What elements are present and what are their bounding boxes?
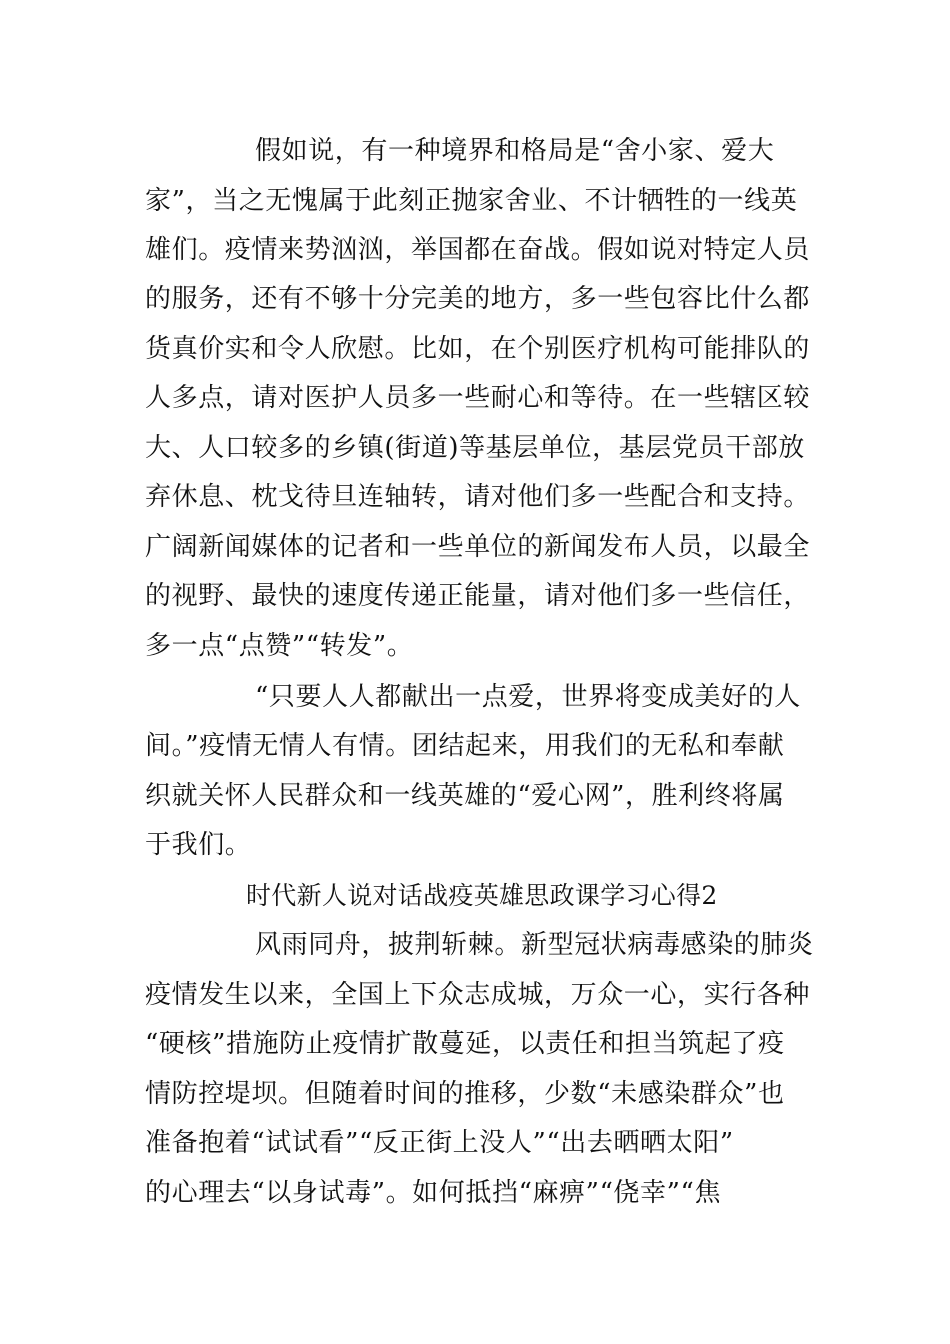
section-paragraph-line-5: 准备抱着“试试看”“反正街上没人”“出去晒晒太阳” [145,1128,734,1158]
section-paragraph-line-6: 的心理去“以身试毒”。如何抵挡“麻痹”“侥幸”“焦 [145,1178,722,1208]
paragraph-1-line-5: 货真价实和令人欣慰。比如，在个别医疗机构可能排队的 [145,334,811,364]
paragraph-1-line-2: 家”，当之无愧属于此刻正抛家舍业、不计牺牲的一线英 [145,186,798,216]
paragraph-1-line-7: 大、人口较多的乡镇(街道)等基层单位，基层党员干部放 [145,433,805,463]
paragraph-2-line-2: 间。”疫情无情人有情。团结起来，用我们的无私和奉献 [145,731,785,761]
paragraph-2-line-1: “只要人人都献出一点爱，世界将变成美好的人 [255,682,801,712]
section-paragraph-line-3: “硬核”措施防止疫情扩散蔓延，以责任和担当筑起了疫 [145,1029,785,1059]
paragraph-2-line-3: 织就关怀人民群众和一线英雄的“爱心网”，胜利终将属 [145,781,785,811]
paragraph-1-line-1: 假如说，有一种境界和格局是“舍小家、爱大 [255,136,775,166]
paragraph-1-line-6: 人多点，请对医护人员多一些耐心和等待。在一些辖区较 [145,383,811,413]
section-paragraph-line-4: 情防控堤坝。但随着时间的推移，少数“未感染群众”也 [145,1079,785,1109]
paragraph-1-line-8: 弃休息、枕戈待旦连轴转，请对他们多一些配合和支持。 [145,482,811,512]
section-paragraph-line-2: 疫情发生以来，全国上下众志成城，万众一心，实行各种 [145,980,811,1010]
section-paragraph-line-1: 风雨同舟，披荆斩棘。新型冠状病毒感染的肺炎 [255,930,814,960]
paragraph-1-line-3: 雄们。疫情来势汹汹，举国都在奋战。假如说对特定人员 [145,235,811,265]
paragraph-1-line-9: 广阔新闻媒体的记者和一些单位的新闻发布人员，以最全 [145,532,811,562]
section-heading: 时代新人说对话战疫英雄思政课学习心得2 [246,881,718,910]
paragraph-1-line-4: 的服务，还有不够十分完美的地方，多一些包容比什么都 [145,284,811,314]
paragraph-1-line-11: 多一点“点赞”“转发”。 [145,631,414,661]
paragraph-1-line-10: 的视野、最快的速度传递正能量，请对他们多一些信任， [145,581,811,611]
paragraph-2-line-4: 于我们。 [145,830,252,860]
